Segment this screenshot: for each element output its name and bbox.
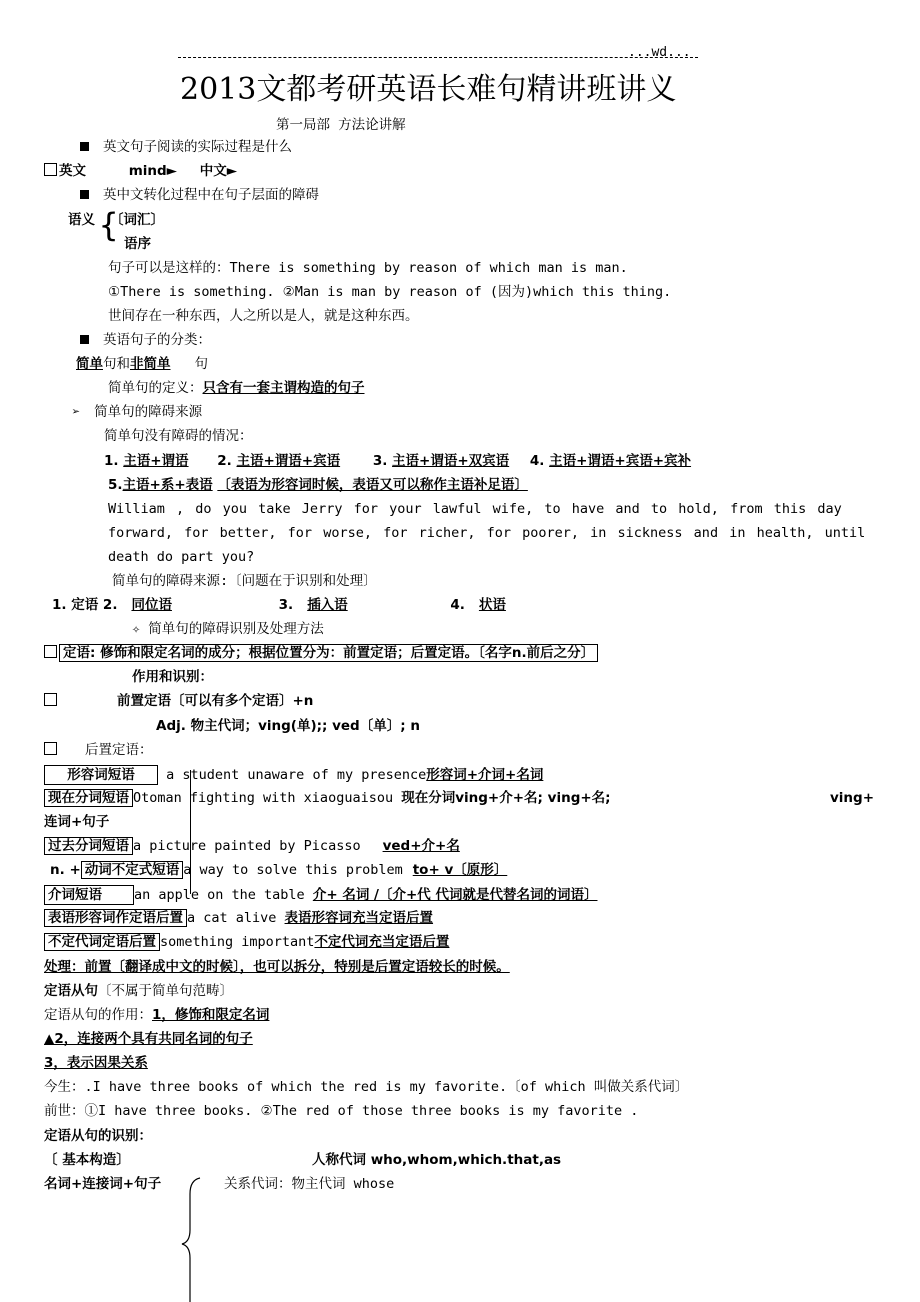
post-row-adjective: 形容词短语 a student unaware of my presence形容词+介词+名词 bbox=[44, 765, 567, 785]
word-order-label: 语序 bbox=[124, 236, 151, 252]
clause-identify: 定语从句的识别： bbox=[44, 1128, 152, 1144]
arrow-bullet-icon: ➢ bbox=[72, 404, 81, 420]
post-row-infinitive: n. + 动词不定式短语 a way to solve this problem to+ v〔原形〕 bbox=[50, 862, 508, 878]
use-and-identify: 作用和识别： bbox=[132, 669, 213, 685]
brace-icon: { bbox=[99, 206, 119, 244]
square-bullet-icon bbox=[80, 142, 89, 151]
post-row-predicative: 表语形容词作定语后置 a cat alive 表语形容词充当定语后置 bbox=[44, 909, 451, 927]
arrow-icon: ► bbox=[166, 163, 178, 179]
method-title: ✧ 简单句的障碍识别及处理方法 bbox=[132, 621, 324, 637]
source-title: ➢ 简单句的障碍来源 bbox=[72, 404, 203, 420]
post-attributive: 后置定语： bbox=[44, 741, 153, 759]
continuation-line: 连词+句子 bbox=[44, 814, 110, 830]
personal-pronouns: 人称代词 who,whom,which.that,as bbox=[312, 1152, 562, 1168]
post-row-present-participle: 现在分词短语 Otoman fighting with xiaoguaisou 现在分词ving+介+名; ving+名; bbox=[44, 789, 611, 807]
clause-title: 定语从句〔不属于简单句范畴〕 bbox=[44, 983, 233, 999]
handling-note: 处理：前置〔翻译成中文的时候〕，也可以拆分，特别是后置定语较长的时候。 bbox=[44, 959, 510, 975]
post-row-past-participle: 过去分词短语 a picture painted by Picasso ved+介+名 bbox=[44, 837, 460, 855]
square-bullet-icon bbox=[80, 190, 89, 199]
checkbox-icon bbox=[44, 163, 57, 176]
checkbox-icon bbox=[44, 645, 57, 658]
patterns-row-1: 1. 主语+谓语 2. 主语+谓语+宾语 3. 主语+谓语+双宾语 4. 主语+谓语+宾语+宾补 bbox=[104, 453, 692, 469]
past-life: 前世：①I have three books. ②The red of those three books is my favorite . bbox=[44, 1103, 639, 1119]
question-2: 英中文转化过程中在句子层面的障碍 bbox=[80, 186, 319, 204]
semantic-label: 语义 bbox=[68, 212, 95, 228]
attributive-definition: 定语: 修饰和限定名词的成分；根据位置分为：前置定语；后置定语。〔名字n.前后之分〕 bbox=[44, 644, 598, 662]
basic-structure: 〔 基本构造〕 bbox=[44, 1152, 130, 1168]
no-obstacle: 简单句没有障碍的情况： bbox=[104, 428, 253, 444]
william-line-3: death do part you? bbox=[108, 549, 255, 565]
header-rule bbox=[178, 57, 698, 58]
example-line-3: 世间存在一种东西，人之所以是人，就是这种东西。 bbox=[108, 308, 419, 324]
pre-attributive-items: Adj. 物主代词；ving(单);; ved〔单〕; n bbox=[156, 718, 420, 734]
post-row-preposition: 介词短语 an apple on the table 介+ 名词 /〔介+代 代词就是代替名词的词语〕 bbox=[44, 885, 597, 905]
pre-attributive: 前置定语〔可以有多个定语〕+n bbox=[44, 692, 313, 710]
william-line-2: forward, for better, for worse, for richer, for poorer, in sickness and in health, until bbox=[108, 525, 866, 541]
checkbox-icon bbox=[44, 693, 57, 706]
example-line-1: 句子可以是这样的：There is something by reason of which man is man. bbox=[108, 260, 628, 276]
question-3: 英语句子的分类： bbox=[80, 331, 211, 349]
clause-role: 定语从句的作用：1，修饰和限定名词 bbox=[44, 1007, 270, 1023]
clause-role-2: ▲2，连接两个具有共同名词的句子 bbox=[44, 1031, 253, 1047]
relative-pronoun: 关系代词：物主代词 whose bbox=[224, 1176, 395, 1192]
post-row-indefinite: 不定代词定语后置 something important不定代词充当定语后置 bbox=[44, 933, 471, 951]
obstacle-list: 1. 定语 2. 同位语 3. 插入语 4. 状语 bbox=[52, 597, 506, 613]
section-subtitle: 第一局部 方法论讲解 bbox=[276, 117, 406, 133]
question-1: 英文句子阅读的实际过程是什么 bbox=[80, 138, 292, 156]
page-title: 2013文都考研英语长难句精讲班讲义 bbox=[180, 72, 677, 107]
flow-line: 英文 mind► 中文► bbox=[44, 162, 237, 180]
curly-brace-icon bbox=[180, 1176, 204, 1302]
classification: 简单句和非简单 句 bbox=[76, 356, 208, 372]
vocab-label: 〔词汇〕 bbox=[110, 212, 164, 228]
arrow-icon: ► bbox=[226, 163, 238, 179]
obstacle-source: 简单句的障碍来源:〔问题在于识别和处理〕 bbox=[112, 573, 377, 589]
clause-formula: 名词+连接词+句子 bbox=[44, 1176, 162, 1192]
definition: 简单句的定义：只含有一套主谓构造的句子 bbox=[108, 380, 365, 396]
post-row-present-participle-tail: ving+ bbox=[830, 790, 875, 806]
example-line-2: ①There is something. ②Man is man by reason of (因为)which this thing. bbox=[108, 284, 672, 300]
william-line-1: William , do you take Jerry for your lawful wife, to have and to hold, from this day bbox=[108, 501, 842, 517]
square-bullet-icon bbox=[80, 335, 89, 344]
checkbox-icon bbox=[44, 742, 57, 755]
clause-role-3: 3，表示因果关系 bbox=[44, 1055, 148, 1071]
present-life: 今生：.I have three books of which the red is my favorite.〔of which 叫做关系代词〕 bbox=[44, 1079, 689, 1095]
patterns-row-2: 5.主语+系+表语 〔表语为形容词时候，表语又可以称作主语补足语〕 bbox=[108, 477, 528, 493]
header-mark: ...wd... bbox=[628, 45, 691, 60]
